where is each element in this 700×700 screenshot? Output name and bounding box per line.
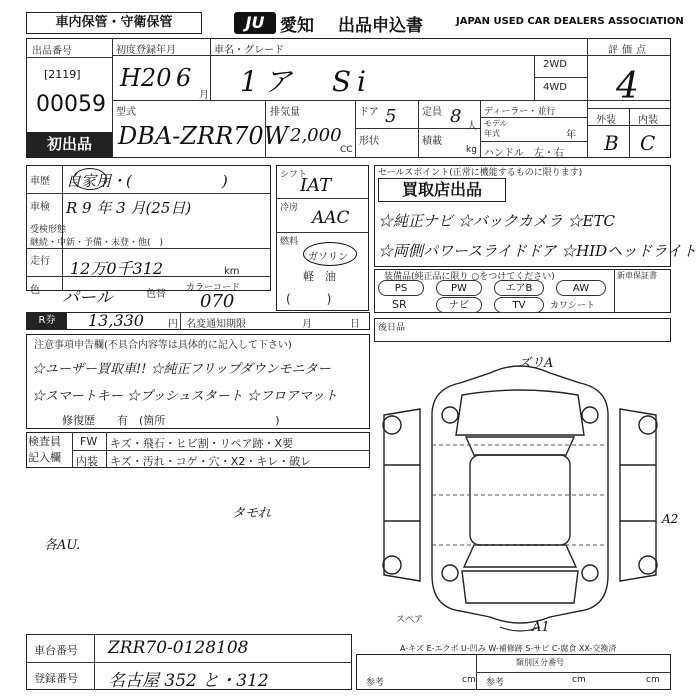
load-unit: kg [466,145,477,155]
drive-2wd: 2WD [543,59,567,70]
cap-unit: 人 [467,121,477,132]
ext-grade: B [604,131,619,155]
lot-label: 出品番号 [32,46,72,57]
load-label: 積載 [422,136,442,147]
mileage-value: 12万0千312 [70,259,164,278]
use-value: 自家用・( ) [66,172,228,190]
cm-unit-2: cm [572,675,586,685]
sales-line-2: ☆両側パワースライドドア ☆HIDヘッドライト [378,242,697,260]
dealer-label: ディーラー・並行 [484,107,556,117]
association-name: JAPAN USED CAR DEALERS ASSOCIATION [456,16,684,27]
dealer-note-box [374,318,671,342]
door-value: 5 [385,106,397,127]
disp-value: 2,000 [290,125,342,146]
spare-label: スペア [396,615,424,625]
car-diagram [370,345,690,645]
front-damage-mark: ズリA [518,356,554,371]
door-label: ドア [359,107,379,118]
inspector-int-label: 内装 [76,455,98,468]
equip-ps: PS [378,280,424,296]
color-code-label: カラーコード [186,283,241,293]
inspect-value: R 9 年 3 月(25日) [66,199,192,217]
nc-day: 日 [350,319,360,330]
recycle-unit: 円 [168,319,178,330]
shape-label: 形状 [359,136,379,147]
car-outline-svg [370,345,690,645]
color-code-value: 070 [200,291,235,312]
reg-label: 初度登録年月 [116,45,176,56]
type-value: DBA-ZRR70W [118,122,289,150]
equip-aw: AW [556,280,606,296]
chassis-value: ZRR70-0128108 [108,638,249,658]
cm-unit-3: cm [646,675,660,685]
disp-unit: CC [340,145,353,155]
cm-unit-1: cm [462,675,476,685]
lot-number: 00059 [36,92,106,117]
equip-pw: PW [436,280,482,296]
repair-label: 修復歴 有 (箇所 ) [62,414,280,427]
grade-label: 評価点 [608,45,650,56]
sales-line-1: ☆純正ナビ ☆バックカメラ ☆ETC [378,212,615,230]
notes-line-1: ☆ユーザー買取車!! ☆純正フリップダウンモニター [32,362,331,377]
remark-a: タモれ [232,506,272,521]
cap-label: 定員 [422,107,442,118]
chassis-label: 車台番号 [34,644,78,657]
int-grade: C [640,131,656,155]
equip-airbag: エアB [494,280,544,296]
use-label: 車歴 [30,176,50,187]
reg-month: 6 [176,64,192,92]
type-label: 型式 [116,107,136,118]
mileage-label: 走行 [30,256,50,267]
ac-value: AAC [312,208,350,228]
equip-tv: TV [494,297,544,313]
form-label: 受検形態 [30,225,67,235]
handle-label: ハンドル 左・右 [484,148,564,159]
color-change-label: 色替 [146,289,166,300]
lot-small-number: [2119] [44,68,81,81]
drive-4wd: 4WD [543,82,567,93]
shift-value: IAT [300,175,332,196]
sales-label: セールスポイント(正常に機能するものに限ります) [378,168,583,178]
shift-label: シフト [280,170,308,180]
ext-label: 外装 [596,115,616,126]
disp-label: 排気量 [270,107,300,118]
equip-seat: カワシート [550,301,596,311]
form-options: 継続・中新・予備・未登・他( ) [30,238,164,248]
name-change-label: 名変通知期限 [186,319,246,330]
change-no-label: 類別区分番号 [516,658,564,667]
cap-value: 8 [450,106,462,127]
grade-score: 4 [616,66,639,107]
fuel-diesel: 軽 油 [303,270,336,283]
color-value: パール [62,288,113,308]
color-label: 色 [30,285,40,296]
notes-line-2: ☆スマートキー ☆プッシュスタート ☆フロアマット [32,389,338,404]
first-listing-badge: 初出品 [27,132,112,157]
fuel-gasoline: ガソリン [308,252,348,263]
side-damage-mark: A2 [662,512,679,526]
recycle-label: R券 [27,313,67,329]
mileage-unit: km [224,266,240,277]
new-car-warranty: 新車保証書 [617,271,657,280]
sales-tag: 買取店出品 [378,178,506,202]
notes-label: 注意事項申告欄(不具合内容等は具体的に記入して下さい) [34,340,292,351]
inspector-ext-row: キズ・飛石・ヒビ割・リペア跡・X要 [110,437,294,450]
ac-label: 冷房 [280,203,299,213]
model-value: 1ア Si [240,65,372,98]
dealer-note-label: 後日品 [378,323,406,333]
equipment-label: 装備品(純正品に限り ○をつけてください) [384,272,555,282]
model-year-label: モデル 年式 [484,119,508,138]
year-unit: 年 [566,130,576,141]
reg-era-year: H20 [120,64,172,92]
org-name: 愛知 [280,16,314,36]
rear-damage-mark: A1 [532,620,550,635]
equip-navi: ナビ [436,297,482,313]
recycle-value: 13,330 [88,311,144,330]
form-title: 出品申込書 [338,16,423,36]
fuel-label: 燃料 [280,237,299,247]
fuel-other: ( ) [286,292,332,306]
int-label: 内装 [638,115,658,126]
remark-b: 各AU. [44,538,81,553]
plate-value: 名古屋 352 と・312 [108,671,269,691]
fw-label: FW [80,435,98,448]
ju-logo: JU [234,12,276,34]
damage-legend: A-キズ E-エクボ U-凹み W-補修跡 S-サビ C-腐食 XX-交換済 [400,644,617,653]
equip-sr: SR [392,298,407,311]
inspect-label: 車検 [30,202,50,213]
ref-label-2: 参考 [486,678,505,688]
nc-month: 月 [302,319,312,330]
plate-label: 登録番号 [34,672,78,685]
inspector-label: 検査員 記入欄 [28,435,61,464]
model-label: 車名・グレード [214,45,284,56]
storage-badge: 車内保管・守衛保管 [26,12,202,34]
inspector-int-row: キズ・汚れ・コゲ・穴・X2・キレ・破レ [110,455,312,468]
ref-label: 参考 [366,678,385,688]
reg-month-unit: 月 [199,90,209,101]
